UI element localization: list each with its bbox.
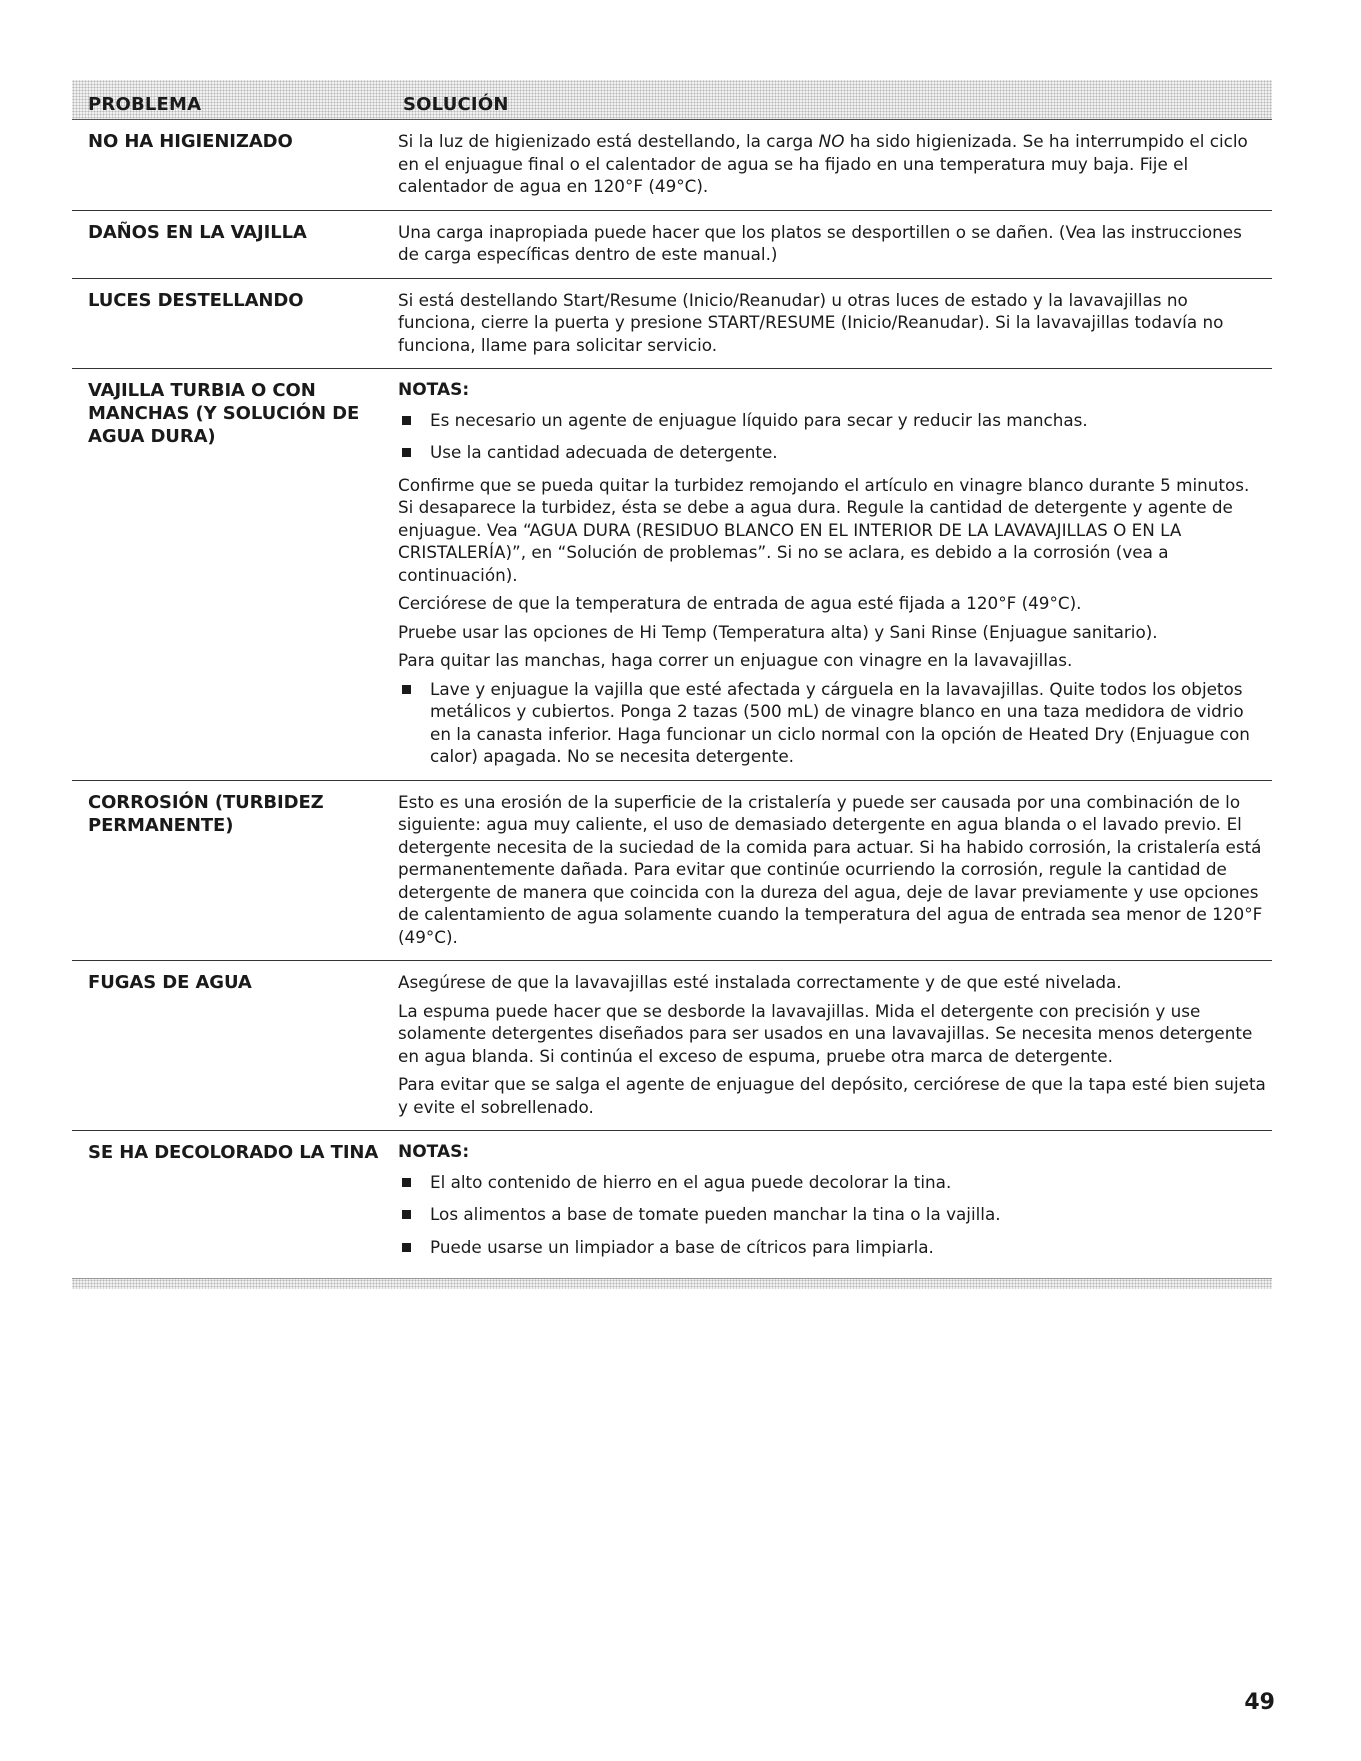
list-item <box>398 441 1268 464</box>
table-header <box>72 80 1272 120</box>
bullet-square-icon <box>402 1178 411 1187</box>
list-item <box>398 1236 1268 1259</box>
solution-paragraph: La espuma puede hacer que se desborde la lavavajillas. Mida el detergente con precisión y use solamente detergentes diseñados para ser usados en una lavavajillas. Se necesita menos detergente en agua blanda. Si continúa el exceso de espuma, pruebe otra marca de detergente. <box>398 1000 1253 1066</box>
table-row <box>72 369 1272 781</box>
list-item-text: El alto contenido de hierro en el agua puede decolorar la tina. <box>430 1171 952 1192</box>
solution-paragraph: Una carga inapropiada puede hacer que los platos se desportillen o se dañen. (Vea las instrucciones de carga específicas dentro de este manual.) <box>398 221 1242 264</box>
solution-cell <box>398 289 1272 363</box>
solution-cell <box>398 379 1272 774</box>
list-item-text: Es necesario un agente de enjuague líquido para secar y reducir las manchas. <box>430 409 1088 430</box>
list-item <box>398 409 1268 432</box>
list-item-text: Puede usarse un limpiador a base de cítricos para limpiarla. <box>430 1236 934 1257</box>
problem-cell: CORROSIÓN (TURBIDEZ PERMANENTE) <box>88 791 324 836</box>
solution-paragraph: Pruebe usar las opciones de Hi Temp (Temperatura alta) y Sani Rinse (Enjuague sanitario). <box>398 621 1158 642</box>
troubleshooting-table <box>72 80 1272 1289</box>
table-row <box>72 279 1272 370</box>
solution-cell <box>398 971 1272 1124</box>
table-row <box>72 120 1272 211</box>
bullet-square-icon <box>402 416 411 425</box>
header-solution: SOLUCIÓN <box>403 94 509 115</box>
bullet-square-icon <box>402 448 411 457</box>
bullet-square-icon <box>402 1243 411 1252</box>
problem-cell: DAÑOS EN LA VAJILLA <box>88 221 307 243</box>
problem-cell: SE HA DECOLORADO LA TINA <box>88 1142 379 1163</box>
bullet-square-icon <box>402 1210 411 1219</box>
solution-paragraph: Si está destellando Start/Resume (Inicio/Reanudar) u otras luces de estado y la lavavajillas no funciona, cierre la puerta y presione START/RESUME (Inicio/Reanudar). Si la lavavajillas todavía no funciona, llame para solicitar servicio. <box>398 289 1224 355</box>
problem-cell: NO HA HIGIENIZADO <box>88 131 293 152</box>
solution-paragraph: Confirme que se pueda quitar la turbidez remojando el artículo en vinagre blanco durante 5 minutos. Si desaparece la turbidez, ésta se debe a agua dura. Regule la cantidad de detergente y agente de enjuague. Vea “AGUA DURA (RESIDUO BLANCO EN EL INTERIOR DE LA LAVAVAJILLAS O EN LA CRISTALERÍA)”, en “Solución de problemas”. Si no se aclara, es debido a la corrosión (vea a continuación). <box>398 474 1250 585</box>
solution-paragraph: Para quitar las manchas, haga correr un enjuague con vinagre en la lavavajillas. <box>398 650 1073 670</box>
solution-paragraph: Esto es una erosión de la superficie de la cristalería y puede ser causada por una combinación de lo siguiente: agua muy caliente, el uso de demasiado detergente en agua blanda o el lavado previo. El detergente necesita de la suciedad de la comida para actuar. Si ha habido corrosión, la cristalería está permanentemente dañada. Para evitar que continúe ocurriendo la corrosión, regule la cantidad de detergente de manera que coincida con la dureza del agua, deje de lavar previamente y use opciones de calentamiento de agua solamente cuando la temperatura del agua de entrada sea menor de 120°F (49°C). <box>398 791 1263 947</box>
notes-label: NOTAS: <box>398 1142 470 1162</box>
solution-cell <box>398 791 1272 955</box>
emphasis-text: NO <box>818 131 845 151</box>
page-number: 49 <box>1244 1690 1275 1715</box>
problem-cell: VAJILLA TURBIA O CON MANCHAS (Y SOLUCIÓN DE AGUA DURA) <box>88 380 360 447</box>
notes-label: NOTAS: <box>398 380 470 400</box>
solution-cell <box>398 221 1272 272</box>
list-item-text: Los alimentos a base de tomate pueden manchar la tina o la vajilla. <box>430 1204 1001 1224</box>
notes-list <box>398 1171 1268 1259</box>
table-footer-bar <box>72 1278 1272 1289</box>
text-span: ha sido higienizada. Se ha interrumpido el ciclo en el enjuague final o el calentador de agua se ha fijado en una temperatura muy baja. Fije el calentador de agua en 120°F (49°C). <box>398 131 1248 196</box>
solution-paragraph: Cerciórese de que la temperatura de entrada de agua esté fijada a 120°F (49°C). <box>398 593 1082 613</box>
list-item <box>398 1203 1268 1226</box>
solution-paragraph: Asegúrese de que la lavavajillas esté instalada correctamente y de que esté nivelada. <box>398 972 1122 992</box>
list-item-text: Use la cantidad adecuada de detergente. <box>430 442 778 462</box>
solution-paragraph: Para evitar que se salga el agente de enjuague del depósito, cerciórese de que la tapa esté bien sujeta y evite el sobrellenado. <box>398 1074 1266 1117</box>
solution-cell <box>398 130 1272 204</box>
notes-list <box>398 409 1268 464</box>
text-span: Si la luz de higienizado está destellando, la carga <box>398 131 819 151</box>
solution-paragraph <box>398 130 1268 198</box>
solution-cell <box>398 1141 1272 1268</box>
problem-cell: LUCES DESTELLANDO <box>88 289 304 311</box>
list-item <box>398 678 1268 768</box>
table-row <box>72 1131 1272 1278</box>
header-problem: PROBLEMA <box>88 94 202 115</box>
list-item-text: Lave y enjuague la vajilla que esté afectada y cárguela en la lavavajillas. Quite todos los objetos metálicos y cubiertos. Ponga 2 tazas (500 mL) de vinagre blanco en una taza medidora de vidrio en la canasta inferior. Haga funcionar un ciclo normal con la opción de Heated Dry (Enjuague con calor) apagada. No se necesita detergente. <box>430 678 1250 766</box>
table-row <box>72 781 1272 962</box>
table-row <box>72 961 1272 1131</box>
bullet-square-icon <box>402 685 411 694</box>
table-row <box>72 211 1272 279</box>
list-item <box>398 1171 1268 1194</box>
problem-cell: FUGAS DE AGUA <box>88 972 252 993</box>
steps-list <box>398 678 1268 768</box>
